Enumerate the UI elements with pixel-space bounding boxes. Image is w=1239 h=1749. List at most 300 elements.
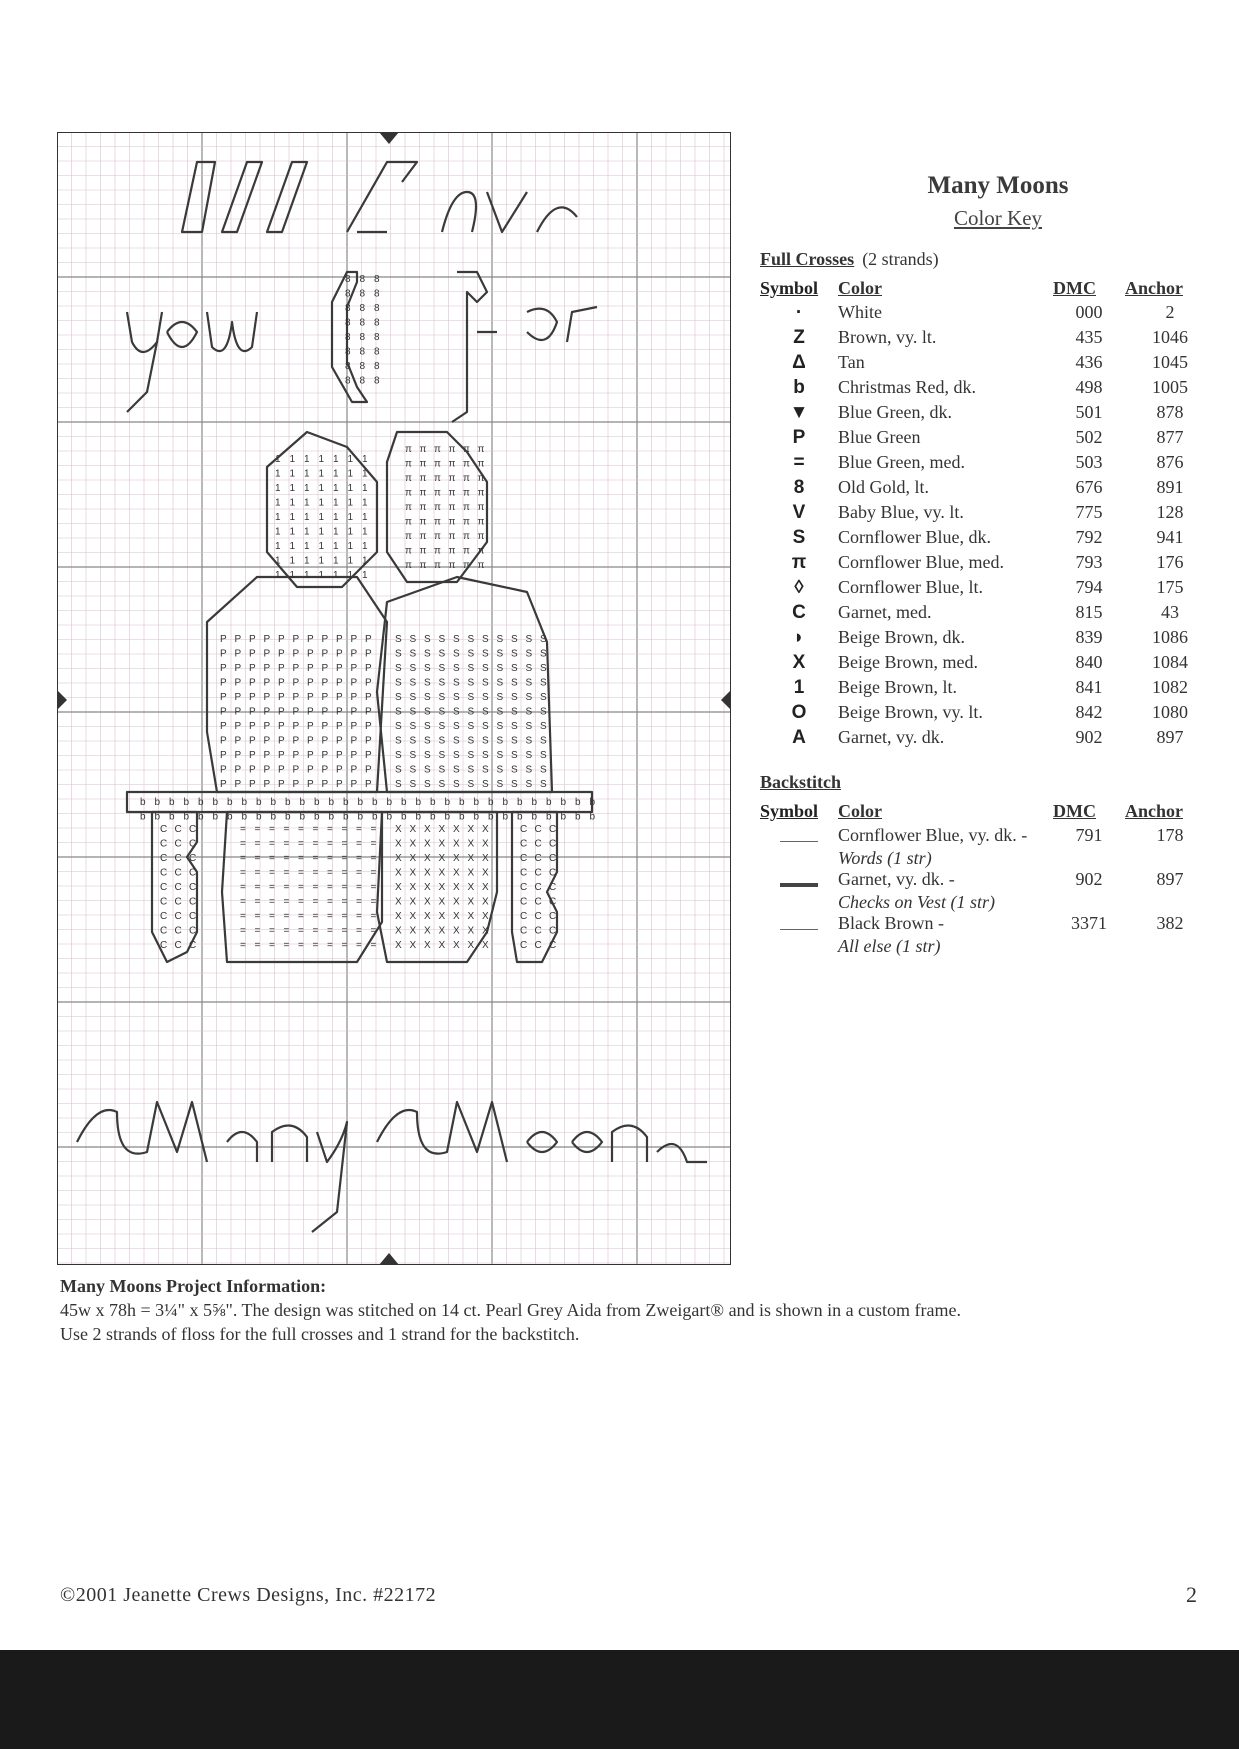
- stitch-symbol: P: [321, 677, 329, 689]
- bs-col-color-header: Color: [838, 800, 882, 821]
- stitch-symbol: π: [434, 473, 441, 484]
- copyright-footer: ©2001 Jeanette Crews Designs, Inc. #22172: [60, 1584, 437, 1606]
- legend-row: [760, 427, 1215, 452]
- stitch-symbol: 1: [333, 468, 339, 480]
- stitch-symbol: P: [365, 677, 372, 689]
- legend-symbol: V: [792, 502, 806, 523]
- stitch-symbol: S: [482, 779, 489, 790]
- stitch-symbol: π: [434, 545, 441, 557]
- legend-row: [760, 577, 1215, 602]
- stitch-symbol: S: [395, 692, 402, 703]
- legend-dmc: 839: [1075, 627, 1103, 647]
- stitch-symbol: =: [370, 925, 377, 937]
- stitch-symbol: X: [482, 853, 489, 864]
- stitch-symbol: 8: [345, 332, 351, 343]
- stitch-symbol: b: [546, 811, 552, 823]
- stitch-symbol: X: [453, 853, 460, 864]
- legend-color: Blue Green: [838, 427, 921, 447]
- stitch-symbol: S: [467, 706, 475, 718]
- stitch-symbol: =: [327, 824, 333, 835]
- stitch-symbol: S: [467, 677, 475, 689]
- stitch-symbol: 8: [374, 303, 380, 314]
- stitch-symbol: =: [312, 867, 319, 879]
- stitch-symbol: b: [357, 811, 364, 823]
- stitch-symbol: X: [424, 882, 431, 893]
- stitch-symbol: P: [292, 677, 300, 689]
- stitch-symbol: π: [405, 531, 412, 542]
- stitch-symbol: P: [234, 706, 242, 718]
- stitch-symbol: S: [525, 735, 533, 747]
- stitch-symbol: b: [343, 797, 349, 808]
- legend-color: Christmas Red, dk.: [838, 377, 976, 397]
- stitch-symbol: b: [531, 811, 538, 823]
- stitch-symbol: P: [278, 663, 285, 674]
- stitch-symbol: P: [336, 721, 343, 732]
- stitch-symbol: 1: [318, 541, 325, 552]
- stitch-symbol: X: [409, 824, 417, 835]
- stitch-symbol: π: [477, 545, 485, 557]
- stitch-symbol: S: [424, 779, 431, 790]
- stitch-symbol: S: [482, 677, 489, 689]
- stitch-symbol: π: [434, 516, 441, 528]
- stitch-symbol: 8: [345, 317, 351, 329]
- stitch-symbol: 8: [359, 346, 366, 358]
- stitch-symbol: b: [372, 797, 378, 808]
- project-info-line-2: Use 2 strands of floss for the full crosses and 1 strand for the backstitch.: [60, 1324, 580, 1344]
- stitch-symbol: b: [473, 797, 480, 808]
- center-marker-left: [57, 690, 67, 710]
- stitch-symbol: b: [140, 811, 146, 823]
- stitch-symbol: P: [278, 721, 285, 732]
- stitch-symbol: b: [459, 811, 465, 823]
- legend-symbol: S: [792, 527, 806, 548]
- stitch-symbol: S: [438, 692, 446, 703]
- backstitch-line-sample: [760, 913, 838, 957]
- stitch-symbol: b: [328, 811, 335, 823]
- stitch-symbol: =: [283, 911, 290, 922]
- stitch-symbol: C: [174, 867, 182, 879]
- stitch-symbol: =: [327, 867, 333, 879]
- stitch-symbol: =: [254, 824, 261, 835]
- stitch-symbol: C: [189, 896, 197, 908]
- stitch-symbol: P: [350, 692, 358, 703]
- stitch-symbol: X: [424, 838, 431, 850]
- stitch-symbol: π: [477, 516, 485, 528]
- stitch-symbol: X: [467, 882, 475, 893]
- stitch-symbol: P: [307, 663, 314, 674]
- stitch-symbol: P: [321, 750, 329, 761]
- stitch-symbol: =: [298, 853, 304, 864]
- stitch-symbol: b: [560, 811, 567, 823]
- lettering-love: [347, 162, 577, 232]
- stitch-symbol: π: [419, 531, 427, 542]
- stitch-symbol: S: [540, 692, 547, 703]
- stitch-symbol: S: [424, 663, 431, 674]
- stitch-symbol: X: [467, 925, 475, 937]
- stitch-symbol: 1: [304, 483, 310, 494]
- stitch-symbol: S: [409, 648, 417, 660]
- center-marker-top: [379, 132, 399, 144]
- stitch-symbol: X: [467, 824, 475, 835]
- backstitch-color-name: Black Brown -: [838, 913, 944, 933]
- legend-dmc: 501: [1075, 402, 1103, 422]
- stitch-symbol: π: [448, 444, 456, 455]
- stitch-symbol: =: [254, 853, 261, 864]
- legend-color: Old Gold, lt.: [838, 477, 930, 497]
- stitch-symbol: S: [540, 735, 547, 747]
- stitch-symbol: P: [336, 692, 343, 703]
- legend-row: [760, 477, 1215, 502]
- stitch-symbol: C: [520, 911, 528, 922]
- stitch-symbol: b: [444, 811, 451, 823]
- stitch-symbol: 1: [304, 555, 310, 567]
- stitch-symbol: X: [438, 838, 446, 850]
- stitch-symbol: b: [183, 811, 190, 823]
- stitch-symbol: P: [307, 634, 314, 645]
- stitch-symbol: C: [174, 925, 182, 937]
- stitch-symbol: S: [482, 663, 489, 674]
- stitch-symbol: P: [220, 648, 227, 660]
- stitch-symbol: P: [350, 706, 358, 718]
- stitch-symbol: X: [424, 896, 431, 908]
- stitch-symbol: C: [160, 925, 168, 937]
- legend-anchor: 2: [1165, 302, 1175, 322]
- key-title: Many Moons: [927, 172, 1069, 199]
- stitch-symbol: C: [160, 911, 168, 922]
- stitch-symbol: π: [463, 473, 470, 484]
- legend-row: [760, 302, 1215, 327]
- stitch-symbol: C: [520, 896, 528, 908]
- stitch-symbol: X: [438, 896, 446, 908]
- stitch-symbol: 8: [345, 303, 351, 314]
- stitch-symbol: =: [298, 838, 304, 850]
- stitch-symbol: S: [453, 750, 460, 761]
- stitch-symbol: =: [327, 940, 333, 951]
- legend-anchor: 941: [1156, 527, 1184, 547]
- stitch-symbol: X: [438, 853, 446, 864]
- stitch-symbol: b: [575, 797, 581, 808]
- stitch-symbol: S: [395, 706, 402, 718]
- legend-row: [760, 702, 1215, 727]
- full-crosses-heading: Full Crosses: [760, 249, 855, 269]
- stitch-symbol: S: [482, 750, 489, 761]
- legend-anchor: 1045: [1152, 352, 1188, 372]
- legend-anchor: 1086: [1152, 627, 1188, 647]
- backstitch-usage: Checks on Vest (1 str): [838, 892, 995, 912]
- stitch-symbol: π: [405, 444, 412, 455]
- stitch-symbol: S: [409, 750, 417, 761]
- stitch-symbol: P: [336, 634, 343, 645]
- backstitch-dmc: 791: [1075, 825, 1103, 845]
- stitch-symbol: =: [254, 896, 261, 908]
- stitch-symbol: P: [292, 663, 300, 674]
- stitch-symbol: P: [336, 750, 343, 761]
- stitch-symbol: P: [249, 648, 256, 660]
- stitch-symbol: X: [424, 824, 431, 835]
- stitch-symbol: X: [467, 838, 475, 850]
- stitch-symbol: S: [496, 779, 504, 790]
- stitch-symbol: π: [448, 487, 456, 499]
- stitch-symbol: =: [312, 940, 319, 951]
- stitch-symbol: P: [307, 735, 314, 747]
- stitch-symbol: b: [212, 811, 219, 823]
- stitch-symbol: π: [419, 545, 427, 557]
- legend-anchor: 175: [1156, 577, 1184, 597]
- stitch-symbol: X: [467, 896, 475, 908]
- stitch-symbol: P: [278, 677, 285, 689]
- full-crosses-note: (2 strands): [862, 249, 939, 269]
- stitch-symbol: =: [298, 911, 304, 922]
- stitch-symbol: P: [278, 735, 285, 747]
- stitch-symbol: 1: [333, 454, 339, 465]
- stitch-symbol: 1: [289, 483, 296, 494]
- stitch-symbol: 1: [289, 555, 296, 567]
- stitch-symbol: 8: [345, 274, 351, 285]
- stitch-symbol: S: [438, 663, 446, 674]
- stitch-symbol: X: [467, 911, 475, 922]
- stitch-symbol: b: [415, 811, 422, 823]
- stitch-symbol: S: [482, 735, 489, 747]
- legend-row: [760, 602, 1215, 627]
- stitch-symbol: C: [174, 896, 182, 908]
- lettering-moons: [377, 1102, 707, 1162]
- stitch-symbol: P: [336, 779, 343, 790]
- stitch-symbol: π: [477, 560, 485, 571]
- stitch-symbol: X: [409, 911, 417, 922]
- stitch-symbol: S: [540, 721, 547, 732]
- stitch-symbol: X: [395, 867, 402, 879]
- legend-color: Brown, vy. lt.: [838, 327, 937, 347]
- stitch-symbol: 1: [304, 497, 310, 509]
- stitch-symbol: P: [321, 663, 329, 674]
- stitch-symbol: π: [477, 531, 485, 542]
- legend-anchor: 877: [1156, 427, 1184, 447]
- stitch-symbol: C: [189, 838, 197, 850]
- stitch-symbol: P: [307, 648, 314, 660]
- stitch-symbol: =: [283, 925, 290, 937]
- stitch-symbol: P: [292, 735, 300, 747]
- stitch-symbol: C: [520, 882, 528, 893]
- stitch-symbol: S: [424, 634, 431, 645]
- legend-anchor: 1005: [1152, 377, 1188, 397]
- stitch-symbol: X: [395, 838, 402, 850]
- stitch-symbol: =: [356, 853, 362, 864]
- stitch-symbol: X: [453, 882, 460, 893]
- legend-dmc: 815: [1075, 602, 1103, 622]
- stitch-symbol: S: [525, 764, 533, 776]
- stitch-symbol: =: [254, 867, 261, 879]
- legend-row: [760, 402, 1215, 427]
- stitch-symbol: b: [241, 811, 248, 823]
- stitch-symbol: 8: [374, 361, 380, 372]
- stitch-symbol: S: [409, 779, 417, 790]
- stitch-symbol: C: [520, 824, 528, 835]
- stitch-symbol: =: [312, 882, 319, 893]
- stitch-symbol: X: [424, 925, 431, 937]
- stitch-symbol: 8: [359, 317, 366, 329]
- stitch-symbol: S: [438, 764, 446, 776]
- legend-symbol: O: [791, 702, 807, 723]
- stitch-symbol: b: [401, 797, 407, 808]
- stitch-symbol: S: [438, 721, 446, 732]
- stitch-symbol: π: [477, 444, 485, 455]
- stitch-symbol: S: [438, 779, 446, 790]
- stitch-symbol: =: [269, 824, 275, 835]
- lettering-you: [127, 312, 257, 412]
- stitch-symbol: S: [409, 634, 417, 645]
- stitch-symbol: 8: [359, 274, 366, 285]
- stitch-symbol: S: [453, 735, 460, 747]
- stitch-symbol: S: [496, 764, 504, 776]
- legend-row: [760, 352, 1215, 377]
- legend-dmc: 794: [1075, 577, 1103, 597]
- stitch-symbol: S: [424, 735, 431, 747]
- stitch-symbol: =: [240, 882, 246, 893]
- color-key: [760, 172, 1230, 957]
- stitch-symbol: 1: [347, 454, 354, 465]
- stitch-symbol: b: [459, 797, 465, 808]
- stitch-symbol: 1: [318, 512, 325, 523]
- stitch-symbol: b: [401, 811, 407, 823]
- backstitch-color: [838, 913, 1053, 957]
- stitch-symbol: =: [240, 824, 246, 835]
- stitch-symbol: P: [292, 764, 300, 776]
- stitch-symbol: S: [467, 634, 475, 645]
- stitch-symbol: S: [395, 677, 402, 689]
- stitch-symbol: 1: [275, 454, 281, 465]
- stitch-symbol: X: [453, 925, 460, 937]
- stitch-symbol: b: [328, 797, 335, 808]
- backstitch-line-icon: [780, 841, 818, 842]
- stitch-symbol: P: [336, 764, 343, 776]
- stitch-symbol: C: [189, 940, 197, 951]
- stitch-symbol: =: [341, 940, 348, 951]
- stitch-symbol: X: [453, 867, 460, 879]
- legend-row: [760, 527, 1215, 552]
- stitch-symbol: P: [234, 764, 242, 776]
- stitch-symbol: =: [283, 940, 290, 951]
- stitch-symbol: P: [350, 721, 358, 732]
- stitch-symbol: S: [424, 706, 431, 718]
- stitch-symbol: P: [220, 692, 227, 703]
- stitch-symbol: C: [189, 853, 197, 864]
- stitch-symbol: P: [263, 692, 271, 703]
- lettering-ill: [182, 162, 307, 232]
- bs-col-anchor-header: Anchor: [1125, 800, 1183, 821]
- stitch-symbol: π: [434, 458, 441, 470]
- stitch-symbol: =: [356, 896, 362, 908]
- stitch-symbol: P: [234, 750, 242, 761]
- stitch-symbol: =: [312, 925, 319, 937]
- stitch-symbol: =: [269, 896, 275, 908]
- stitch-symbol: P: [263, 750, 271, 761]
- stitch-symbol: P: [307, 764, 314, 776]
- stitch-symbol: π: [448, 516, 456, 528]
- chart-grid: [57, 132, 731, 1265]
- stitch-symbol: P: [365, 779, 372, 790]
- stitch-symbol: π: [448, 560, 456, 571]
- stitch-symbol: b: [256, 811, 262, 823]
- stitch-symbol: P: [321, 779, 329, 790]
- stitch-symbol: 8: [345, 288, 351, 300]
- stitch-symbol: =: [370, 838, 377, 850]
- stitch-symbol: X: [482, 824, 489, 835]
- stitch-symbol: b: [227, 811, 233, 823]
- stitch-symbol: P: [350, 648, 358, 660]
- stitch-symbol: P: [365, 663, 372, 674]
- stitch-symbol: C: [174, 940, 182, 951]
- stitch-symbol: C: [534, 925, 542, 937]
- legend-color: Cornflower Blue, med.: [838, 552, 1004, 572]
- stitch-symbol: X: [467, 940, 475, 951]
- stitch-symbol: S: [409, 721, 417, 732]
- stitch-symbol: S: [525, 677, 533, 689]
- stitch-symbol: b: [154, 811, 161, 823]
- stitch-symbol: P: [336, 677, 343, 689]
- stitch-symbol: X: [453, 911, 460, 922]
- col-anchor-header: Anchor: [1125, 277, 1183, 298]
- stitch-symbol: 8: [359, 375, 366, 387]
- stitch-symbol: C: [160, 896, 168, 908]
- stitch-symbol: S: [540, 663, 547, 674]
- stitch-symbol: b: [169, 797, 175, 808]
- stitch-symbol: 1: [362, 512, 368, 523]
- stitch-symbol: C: [189, 925, 197, 937]
- stitch-symbol: X: [438, 925, 446, 937]
- stitch-symbol: S: [409, 706, 417, 718]
- stitch-symbol: S: [438, 706, 446, 718]
- stitch-symbol: =: [341, 911, 348, 922]
- legend-anchor: 1082: [1152, 677, 1188, 697]
- stitch-symbol: 1: [275, 541, 281, 552]
- stitch-symbol: b: [198, 811, 204, 823]
- stitch-symbol: P: [234, 663, 242, 674]
- stitch-symbol: =: [327, 838, 333, 850]
- stitch-symbol: =: [283, 853, 290, 864]
- stitch-symbol: C: [520, 838, 528, 850]
- stitch-symbol: P: [365, 735, 372, 747]
- stitch-symbol: P: [336, 663, 343, 674]
- legend-color: Beige Brown, vy. lt.: [838, 702, 983, 722]
- backstitch-row: [760, 825, 1215, 869]
- stitch-symbol: =: [283, 867, 290, 879]
- stitch-symbol: S: [395, 663, 402, 674]
- stitch-symbol: S: [482, 648, 489, 660]
- stitch-symbol: C: [549, 911, 557, 922]
- stitch-symbol: b: [575, 811, 581, 823]
- stitch-symbol: P: [321, 721, 329, 732]
- stitch-symbol: S: [467, 750, 475, 761]
- stitch-symbol: 1: [289, 468, 296, 480]
- stitch-symbol: S: [511, 648, 518, 660]
- backstitch-line-icon: [780, 883, 818, 887]
- stitch-symbol: =: [370, 824, 377, 835]
- stitch-symbol: P: [234, 735, 242, 747]
- stitch-symbol: π: [463, 545, 470, 557]
- stitch-symbol: 1: [362, 541, 368, 552]
- stitch-symbol: π: [434, 444, 441, 455]
- legend-anchor: 176: [1156, 552, 1184, 572]
- stitch-symbol: P: [220, 779, 227, 790]
- stitch-symbol: P: [234, 721, 242, 732]
- stitch-symbol: π: [448, 473, 456, 484]
- stitch-symbol: P: [336, 735, 343, 747]
- legend-row: [760, 677, 1215, 702]
- stitch-symbol: =: [269, 853, 275, 864]
- stitch-symbol: X: [395, 911, 402, 922]
- stitch-symbol: π: [419, 458, 427, 470]
- stitch-symbol: b: [285, 811, 291, 823]
